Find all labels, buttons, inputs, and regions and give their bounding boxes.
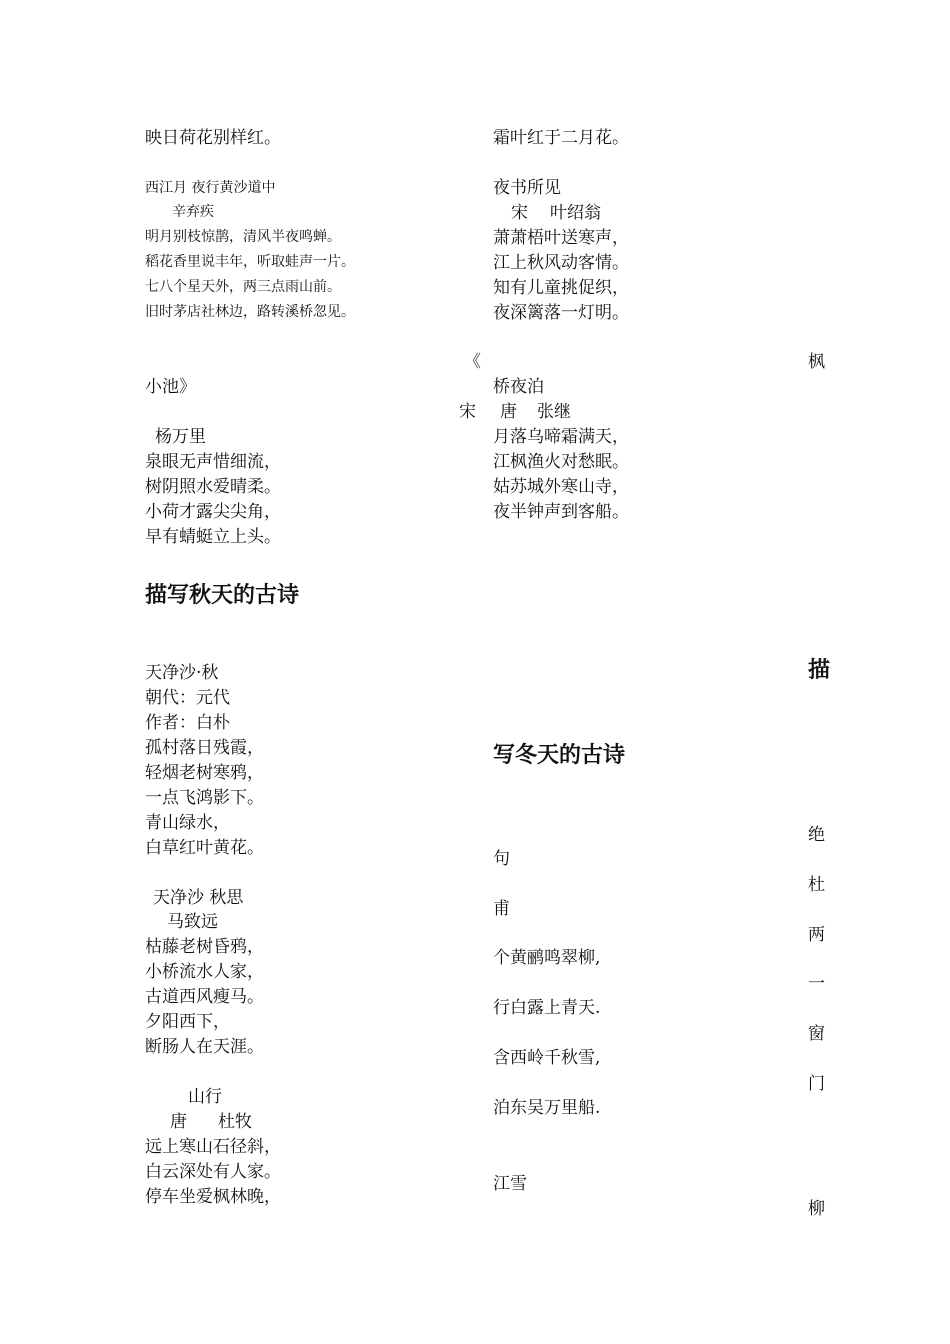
poem-line: 泊东吴万里船. [493, 1098, 601, 1118]
poem-line: 枯藤老树昏鸦， [145, 937, 264, 957]
poem-line: 停车坐爱枫林晚， [145, 1187, 281, 1207]
poem-line: 白云深处有人家。 [145, 1162, 281, 1182]
poem-line: 霜叶红于二月花。 [493, 128, 629, 148]
poem-line: 远上寒山石径斜， [145, 1137, 281, 1157]
poem-line: 映日荷花别样红。 [145, 128, 281, 148]
poem-author: 杨万里 [155, 427, 206, 447]
poem-line: 孤村落日残霞， [145, 738, 264, 758]
poem-dynasty: 宋 [459, 402, 476, 422]
poem-dynasty: 唐 [500, 402, 517, 422]
poem-line: 七八个星天外，两三点雨山前。 [145, 279, 341, 295]
poem-line: 明月别枝惊鹊，清风半夜鸣蝉。 [145, 229, 341, 245]
poem-title: 西江月 夜行黄沙道中 [145, 180, 276, 196]
poem-line: 泉眼无声惜细流， [145, 452, 281, 472]
poem-line: 行白露上青天. [493, 998, 601, 1018]
poem-line: 树阴照水爱晴柔。 [145, 477, 281, 497]
section-heading: 写冬天的古诗 [493, 743, 626, 768]
truncated-char: 两 [808, 925, 825, 945]
truncated-char: 枫 [808, 352, 825, 372]
poem-title: 天净沙 秋思 [153, 888, 244, 908]
poem-title: 江雪 [493, 1174, 527, 1194]
poem-line: 断肠人在天涯。 [145, 1037, 264, 1057]
poem-line: 江枫渔火对愁眠。 [493, 452, 629, 472]
poem-line: 含西岭千秋雪, [493, 1048, 601, 1068]
poem-line: 青山绿水， [145, 813, 230, 833]
poem-line: 古道西风瘦马。 [145, 987, 264, 1007]
poem-line: 一点飞鸿影下。 [145, 788, 264, 808]
title-bracket: 《 [464, 352, 481, 372]
poem-author: 马致远 [167, 912, 218, 932]
truncated-char: 柳 [808, 1199, 825, 1219]
poem-line: 小桥流水人家， [145, 962, 264, 982]
poem-line: 白草红叶黄花。 [145, 838, 264, 858]
truncated-heading: 描 [808, 658, 831, 683]
poem-line: 早有蜻蜓立上头。 [145, 527, 281, 547]
poem-author: 作者：白朴 [145, 713, 230, 733]
poem-line: 夕阳西下， [145, 1012, 230, 1032]
truncated-char: 门 [808, 1074, 825, 1094]
section-heading: 描写秋天的古诗 [145, 583, 300, 608]
poem-line: 萧萧梧叶送寒声， [493, 228, 629, 248]
poem-author: 张继 [537, 402, 571, 422]
poem-line: 夜半钟声到客船。 [493, 502, 629, 522]
truncated-char: 窗 [808, 1024, 825, 1044]
poem-dynasty: 朝代：元代 [145, 688, 230, 708]
poem-dynasty: 唐 [170, 1112, 187, 1132]
poem-author: 甫 [493, 899, 510, 919]
poem-dynasty: 宋 [511, 203, 528, 223]
poem-author: 辛弃疾 [172, 204, 214, 220]
poem-author: 杜牧 [218, 1112, 252, 1132]
truncated-char: 杜 [808, 875, 825, 895]
poem-line: 知有儿童挑促织， [493, 278, 629, 298]
poem-line: 轻烟老树寒鸦， [145, 763, 264, 783]
truncated-char: 一 [808, 974, 825, 994]
poem-title: 小池》 [145, 377, 196, 397]
poem-line: 月落乌啼霜满天， [493, 427, 629, 447]
poem-title: 夜书所见 [493, 178, 561, 198]
poem-line: 个黄鹂鸣翠柳, [493, 948, 601, 968]
poem-title: 山行 [188, 1087, 222, 1107]
truncated-char: 绝 [808, 825, 825, 845]
poem-author: 叶绍翁 [550, 203, 601, 223]
poem-line: 稻花香里说丰年，听取蛙声一片。 [145, 254, 355, 270]
poem-line: 姑苏城外寒山寺， [493, 477, 629, 497]
poem-line: 旧时茅店社林边，路转溪桥忽见。 [145, 304, 355, 320]
poem-title: 天净沙·秋 [145, 663, 219, 683]
poem-title: 句 [493, 849, 510, 869]
poem-line: 小荷才露尖尖角， [145, 502, 281, 522]
poem-line: 江上秋风动客情。 [493, 253, 629, 273]
poem-title: 桥夜泊 [493, 377, 544, 397]
poem-line: 夜深篱落一灯明。 [493, 303, 629, 323]
